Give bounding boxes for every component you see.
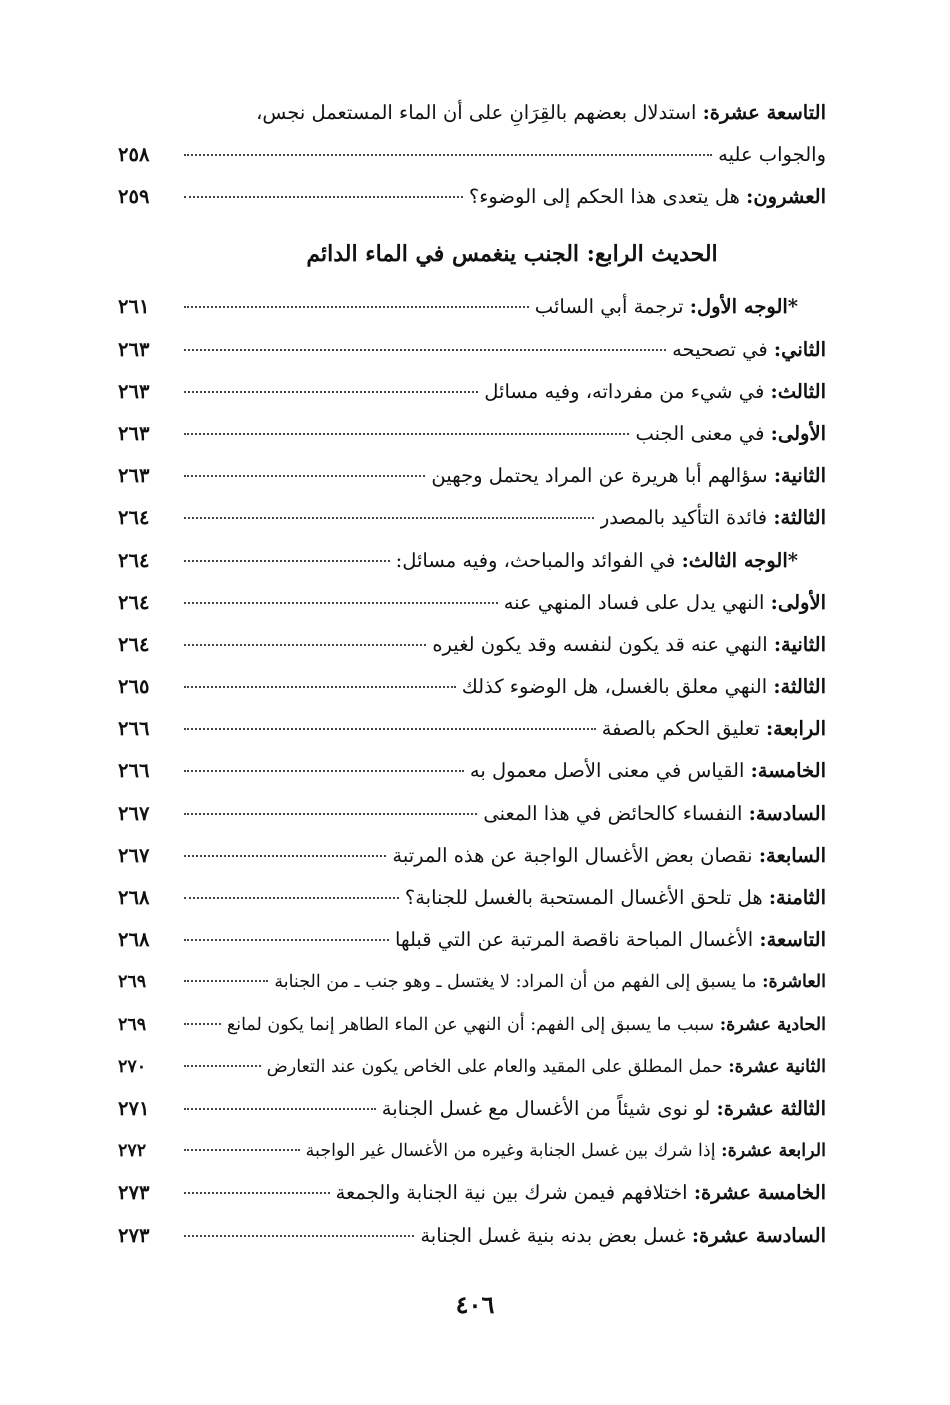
toc-entry-text-line — [227, 1004, 826, 1046]
toc-entry-text-line — [405, 877, 826, 919]
toc-entry-label: الثالث: — [770, 379, 826, 403]
toc-entry — [118, 455, 826, 497]
dot-leader — [184, 1108, 376, 1110]
toc-entry-title: استدلال بعضهم بالقِرَانِ على أن الماء المستعمل نجس، — [256, 101, 697, 124]
toc-page-number: ٢٦٤ — [118, 548, 150, 572]
dot-leader — [184, 196, 463, 198]
toc-entry-label: الرابعة: — [765, 717, 826, 741]
toc-entry — [118, 413, 826, 455]
toc-entry-label: السابعة: — [758, 843, 826, 867]
toc-page-number: ٢٦٧ — [118, 843, 150, 867]
dot-leader — [184, 349, 666, 351]
toc-page-number: ٢٦٩ — [118, 972, 147, 993]
toc-entry-label: الأولى: — [770, 421, 826, 445]
toc-page-number: ٢٦٣ — [118, 337, 150, 361]
page-folio-number: ٤٠٦ — [455, 1290, 495, 1319]
dot-leader — [184, 1023, 221, 1025]
dot-leader — [184, 897, 399, 899]
toc-entry — [118, 497, 826, 539]
toc-entry — [118, 1046, 826, 1088]
toc-page-number: ٢٥٩ — [118, 185, 150, 209]
toc-page-number: ٢٦٤ — [118, 632, 150, 656]
toc-entry-text-line — [602, 708, 826, 750]
dot-leader — [184, 770, 464, 772]
dot-leader — [184, 686, 456, 688]
toc-entry-text-line — [274, 961, 826, 1003]
toc-entry-label: الحادية عشرة: — [719, 1014, 826, 1035]
toc-entry-title: النهي معلق بالغسل، هل الوضوء كذلك — [461, 675, 768, 699]
toc-entry — [118, 329, 826, 371]
toc-page-number: ٢٧٣ — [118, 1223, 150, 1247]
toc-entry-label: *الوجه الأول: — [689, 295, 798, 319]
toc-entry-text-line — [420, 1215, 826, 1257]
toc-entry-title: إذا شرك بين غسل الجنابة وغيره من الأغسال غير الواجبة — [305, 1141, 716, 1162]
toc-entry-text-line — [635, 413, 826, 455]
toc-entry-continuation — [118, 134, 826, 176]
toc-entry-title: النهي عنه قد يكون لنفسه وقد يكون لغيره — [432, 632, 768, 656]
toc-page-number: ٢٦١ — [118, 295, 150, 319]
dot-leader — [184, 475, 425, 477]
toc-entry — [118, 877, 826, 919]
toc-entry-text-line — [535, 286, 826, 328]
toc-entry-title: فائدة التأكيد بالمصدر — [599, 506, 768, 530]
toc-entry — [118, 92, 826, 134]
toc-page-number: ٢٦٨ — [118, 928, 150, 952]
toc-entry-title: هل تلحق الأغسال المستحبة بالغسل للجنابة؟ — [404, 886, 763, 909]
toc-entry — [118, 835, 826, 877]
toc-entry-label: العاشرة: — [762, 972, 826, 993]
toc-entry-label: الخامسة عشرة: — [693, 1181, 826, 1205]
toc-entry — [118, 666, 826, 708]
toc-page-number: ٢٦٦ — [118, 759, 150, 783]
toc-entry-label: الثاني: — [773, 337, 826, 361]
toc-entry — [118, 961, 826, 1003]
toc-page-number: ٢٦٦ — [118, 717, 150, 741]
toc-entry-title: سؤالهم أبا هريرة عن المراد يحتمل وجهين — [431, 464, 768, 488]
toc-entry-title: ما يسبق إلى الفهم من أن المراد: لا يغتسل ـ وهو جنب ـ من الجنابة — [274, 972, 757, 993]
toc-page-number: ٢٦٣ — [118, 464, 150, 488]
dot-leader — [184, 1192, 330, 1194]
toc-entry — [118, 708, 826, 750]
toc-entry-text-line — [462, 666, 826, 708]
toc-list-top — [118, 92, 826, 218]
toc-entry-text-line — [432, 624, 826, 666]
toc-entry-label: الرابعة عشرة: — [721, 1141, 826, 1162]
toc-entry-text-line — [396, 540, 826, 582]
toc-entry — [118, 1088, 826, 1130]
toc-entry-text-line — [256, 92, 826, 134]
toc-entry — [118, 176, 826, 218]
toc-entry-text-line — [431, 455, 826, 497]
toc-entry-text-line — [382, 1088, 826, 1130]
dot-leader — [184, 154, 712, 156]
dot-leader — [184, 391, 478, 393]
dot-leader — [184, 644, 426, 646]
toc-entry-title: في شيء من مفرداته، وفيه مسائل — [484, 379, 765, 403]
toc-entry-title: الأغسال المباحة ناقصة المرتبة عن التي قبلها — [395, 928, 754, 952]
toc-page-number: ٢٧٢ — [118, 1141, 147, 1162]
toc-entry-title-continued: والجواب عليه — [718, 143, 826, 166]
toc-entry-text-line — [469, 176, 826, 218]
toc-entry-title: النفساء كالحائض في هذا المعنى — [483, 801, 743, 825]
toc-entry-title: سبب ما يسبق إلى الفهم: أن النهي عن الماء الطاهر إنما يكون لمانع — [226, 1014, 715, 1035]
toc-entry-title: في معنى الجنب — [635, 421, 765, 445]
toc-page-number: ٢٧٠ — [118, 1056, 147, 1077]
toc-entry — [118, 624, 826, 666]
toc-entry — [118, 750, 826, 792]
toc-page-number: ٢٦٣ — [118, 379, 150, 403]
toc-page-number: ٢٥٨ — [118, 143, 150, 166]
toc-entry-text-line — [336, 1172, 826, 1214]
toc-entry-title: هل يتعدى هذا الحكم إلى الوضوء؟ — [468, 185, 740, 209]
dot-leader — [184, 433, 629, 435]
toc-page-number: ٢٦٩ — [118, 1014, 147, 1035]
toc-entry-label: الثالثة: — [773, 675, 826, 699]
toc-page-number: ٢٦٥ — [118, 675, 150, 699]
toc-entry — [118, 919, 826, 961]
toc-entry — [118, 582, 826, 624]
toc-entry-text-line — [267, 1046, 826, 1088]
toc-entry-title: اختلافهم فيمن شرك بين نية الجنابة والجمعة — [335, 1181, 688, 1205]
toc-entry — [118, 540, 826, 582]
toc-page-number: ٢٦٤ — [118, 590, 150, 614]
toc-page-number: ٢٦٨ — [118, 886, 150, 909]
toc-entry-label: العشرون: — [746, 185, 826, 209]
dot-leader — [184, 980, 268, 982]
toc-entry-label: الخامسة: — [750, 759, 826, 783]
toc-page-number: ٢٦٤ — [118, 506, 150, 530]
toc-entry-label: الثالثة: — [773, 506, 826, 530]
toc-entry-title: غسل بعض بدنه بنية غسل الجنابة — [420, 1223, 686, 1247]
toc-entry — [118, 1004, 826, 1046]
toc-entry-label: الثالثة عشرة: — [716, 1096, 826, 1120]
toc-entry-label: *الوجه الثالث: — [681, 548, 798, 572]
toc-entry-text-line — [306, 1130, 826, 1172]
toc-entry-label: التاسعة: — [759, 928, 826, 952]
toc-entry-title: لو نوى شيئاً من الأغسال مع غسل الجنابة — [381, 1096, 711, 1120]
toc-entry-text-line — [392, 835, 826, 877]
toc-entry — [118, 1130, 826, 1172]
toc-entry-title: تعليق الحكم بالصفة — [601, 717, 760, 741]
toc-page-number: ٢٦٣ — [118, 421, 150, 445]
dot-leader — [184, 306, 529, 308]
toc-entry-label: السادسة: — [748, 801, 826, 825]
toc-entry-label: الثانية: — [773, 464, 826, 488]
section-heading: الحديث الرابع: الجنب ينغمس في الماء الدائم — [306, 241, 718, 268]
toc-entry-title: في تصحيحه — [672, 337, 768, 361]
toc-entry-text-line — [600, 497, 826, 539]
dot-leader — [184, 517, 594, 519]
dot-leader — [184, 560, 390, 562]
toc-entry-title: القياس في معنى الأصل معمول به — [469, 759, 745, 783]
dot-leader — [184, 1065, 261, 1067]
dot-leader — [184, 1235, 414, 1237]
toc-entry-text-line — [395, 919, 826, 961]
toc-entry-label: الثامنة: — [768, 886, 826, 909]
dot-leader — [184, 855, 386, 857]
toc-entry-label: التاسعة عشرة: — [702, 101, 826, 124]
dot-leader — [184, 939, 389, 941]
dot-leader — [184, 728, 596, 730]
toc-entry — [118, 1172, 826, 1214]
toc-entry — [118, 1215, 826, 1257]
toc-entry — [118, 286, 826, 328]
toc-entry-label: الثانية عشرة: — [728, 1056, 826, 1077]
toc-entry-title: ترجمة أبي السائب — [534, 295, 684, 319]
toc-page — [118, 92, 826, 1257]
toc-entry-label: الثانية: — [773, 632, 826, 656]
toc-list-main — [118, 286, 826, 1256]
toc-entry-label: السادسة عشرة: — [691, 1223, 826, 1247]
toc-entry-title: حمل المطلق على المقيد والعام على الخاص يكون عند التعارض — [266, 1056, 723, 1077]
dot-leader — [184, 813, 477, 815]
toc-entry-text-line — [483, 793, 826, 835]
dot-leader — [184, 602, 498, 604]
toc-page-number: ٢٦٧ — [118, 801, 150, 825]
toc-entry-label: الأولى: — [770, 590, 826, 614]
toc-entry-text-line — [504, 582, 826, 624]
toc-entry-text-line — [672, 329, 826, 371]
toc-page-number: ٢٧١ — [118, 1096, 150, 1120]
toc-entry-title: النهي يدل على فساد المنهي عنه — [503, 590, 765, 614]
toc-entry-text-line — [470, 750, 826, 792]
toc-entry-title: نقصان بعض الأغسال الواجبة عن هذه المرتبة — [392, 843, 753, 867]
dot-leader — [184, 1149, 300, 1151]
toc-entry-text-line — [484, 371, 826, 413]
toc-entry-title: في الفوائد والمباحث، وفيه مسائل: — [395, 548, 676, 572]
toc-page-number: ٢٧٣ — [118, 1181, 150, 1205]
toc-entry — [118, 371, 826, 413]
toc-entry — [118, 793, 826, 835]
